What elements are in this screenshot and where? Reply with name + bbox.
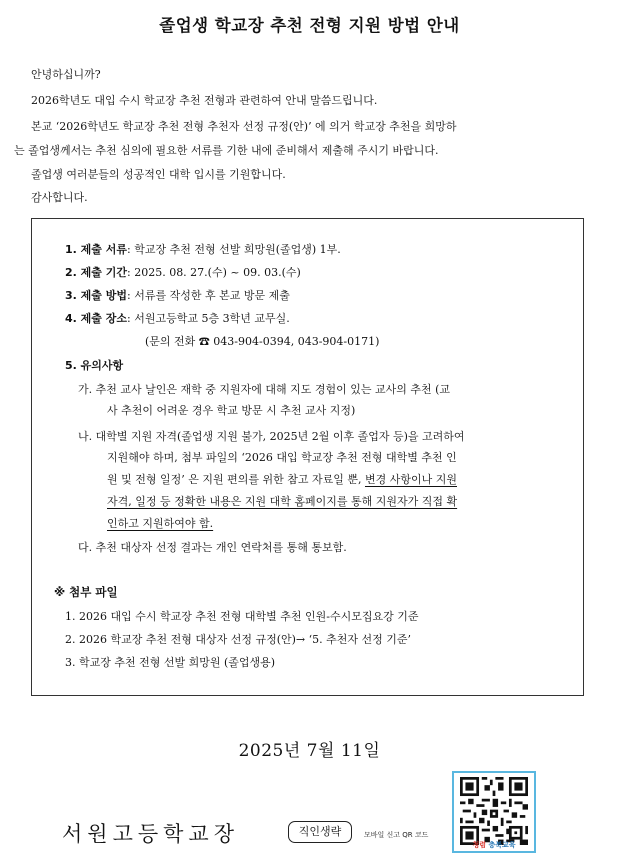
closing: 감사합니다. bbox=[31, 191, 88, 204]
item-value: : 학교장 추천 전형 선발 희망원(졸업생) 1부. bbox=[127, 243, 341, 256]
contact-phone: (문의 전화 ☎ 043-904-0394, 043-904-0171) bbox=[145, 335, 380, 348]
item-value: : 2025. 08. 27.(수) ~ 09. 03.(수) bbox=[127, 266, 301, 279]
school-principal-signature: 서원고등학교장 bbox=[62, 822, 240, 846]
intro-line: 2026학년도 대입 수시 학교장 추천 전형과 관련하여 안내 말씀드립니다. bbox=[31, 94, 378, 107]
attachments-title: ※ 첨부 파일 bbox=[54, 585, 118, 599]
item-label: 1. 제출 서류 bbox=[65, 243, 127, 256]
qr-label: 모바일 신고 QR 코드 bbox=[364, 831, 429, 839]
attachment-item: 3. 학교장 추천 전형 선발 희망원 (졸업생용) bbox=[65, 656, 276, 669]
qr-caption-right: 충북교육 bbox=[488, 841, 516, 849]
note-na: 나. 대학별 지원 자격(졸업생 지원 불가, 2025년 2월 이후 졸업자 등)을 고려하여 bbox=[78, 430, 465, 443]
attachment-item: 1. 2026 대입 수시 학교장 추천 전형 대학별 추천 인원-수시모집요강 기준 bbox=[65, 610, 419, 623]
item-label: 5. 유의사항 bbox=[65, 359, 124, 372]
info-box bbox=[31, 218, 584, 696]
intro-line: 는 졸업생께서는 추천 심의에 필요한 서류를 기한 내에 준비해서 제출해 주시기 바랍니다. bbox=[14, 144, 439, 157]
note-text: 원 및 전형 일정’ 은 지원 편의를 위한 참고 자료일 뿐, bbox=[107, 473, 365, 486]
qr-caption-left: 청렴 bbox=[472, 841, 487, 849]
item-submit-method bbox=[65, 289, 290, 303]
item-value: : 서원고등학교 5층 3학년 교무실. bbox=[127, 312, 290, 325]
report-qr-code[interactable] bbox=[452, 771, 536, 853]
intro-line: 졸업생 여러분들의 성공적인 대학 입시를 기원합니다. bbox=[31, 168, 286, 181]
item-submit-docs bbox=[65, 243, 341, 257]
note-na-cont: 지원해야 하며, 첨부 파일의 ‘2026 대입 학교장 추천 전형 대학별 추천 인 bbox=[107, 451, 457, 464]
greeting: 안녕하십니까? bbox=[31, 68, 101, 81]
intro-line: 본교 ‘2026학년도 학교장 추천 전형 추천자 선정 규정(안)’ 에 의거 학교장 추천을 희망하 bbox=[31, 120, 457, 133]
qr-code-icon bbox=[460, 777, 528, 845]
item-label: 3. 제출 방법 bbox=[65, 289, 127, 302]
item-label: 4. 제출 장소 bbox=[65, 312, 127, 325]
note-ga-cont: 사 추천이 어려운 경우 학교 방문 시 추천 교사 지정) bbox=[107, 404, 356, 417]
attachment-item: 2. 2026 학교장 추천 전형 대상자 선정 규정(안)→ ‘5. 추천자 선정 기준’ bbox=[65, 633, 412, 646]
item-notes bbox=[65, 359, 123, 373]
page-title: 졸업생 학교장 추천 전형 지원 방법 안내 bbox=[159, 16, 460, 35]
item-value: : 서류를 작성한 후 본교 방문 제출 bbox=[127, 289, 290, 302]
underlined-text: 변경 사항이나 지원 bbox=[364, 473, 457, 486]
item-submit-period bbox=[65, 266, 301, 280]
document-date: 2025년 7월 11일 bbox=[238, 741, 381, 761]
item-submit-place bbox=[65, 312, 290, 326]
note-na-cont bbox=[107, 473, 457, 487]
qr-caption bbox=[454, 840, 534, 850]
underlined-text: 인하고 지원하여야 함. bbox=[107, 517, 214, 530]
item-label: 2. 제출 기간 bbox=[65, 266, 127, 279]
seal-omitted-stamp: 직인생략 bbox=[288, 821, 352, 843]
note-ga: 가. 추천 교사 날인은 재학 중 지원자에 대해 지도 경험이 있는 교사의 추천 (교 bbox=[78, 383, 451, 396]
note-da: 다. 추천 대상자 선정 결과는 개인 연락처를 통해 통보함. bbox=[78, 541, 347, 554]
underlined-text: 자격, 일정 등 정확한 내용은 지원 대학 홈페이지를 통해 지원자가 직접 확 bbox=[107, 495, 458, 508]
